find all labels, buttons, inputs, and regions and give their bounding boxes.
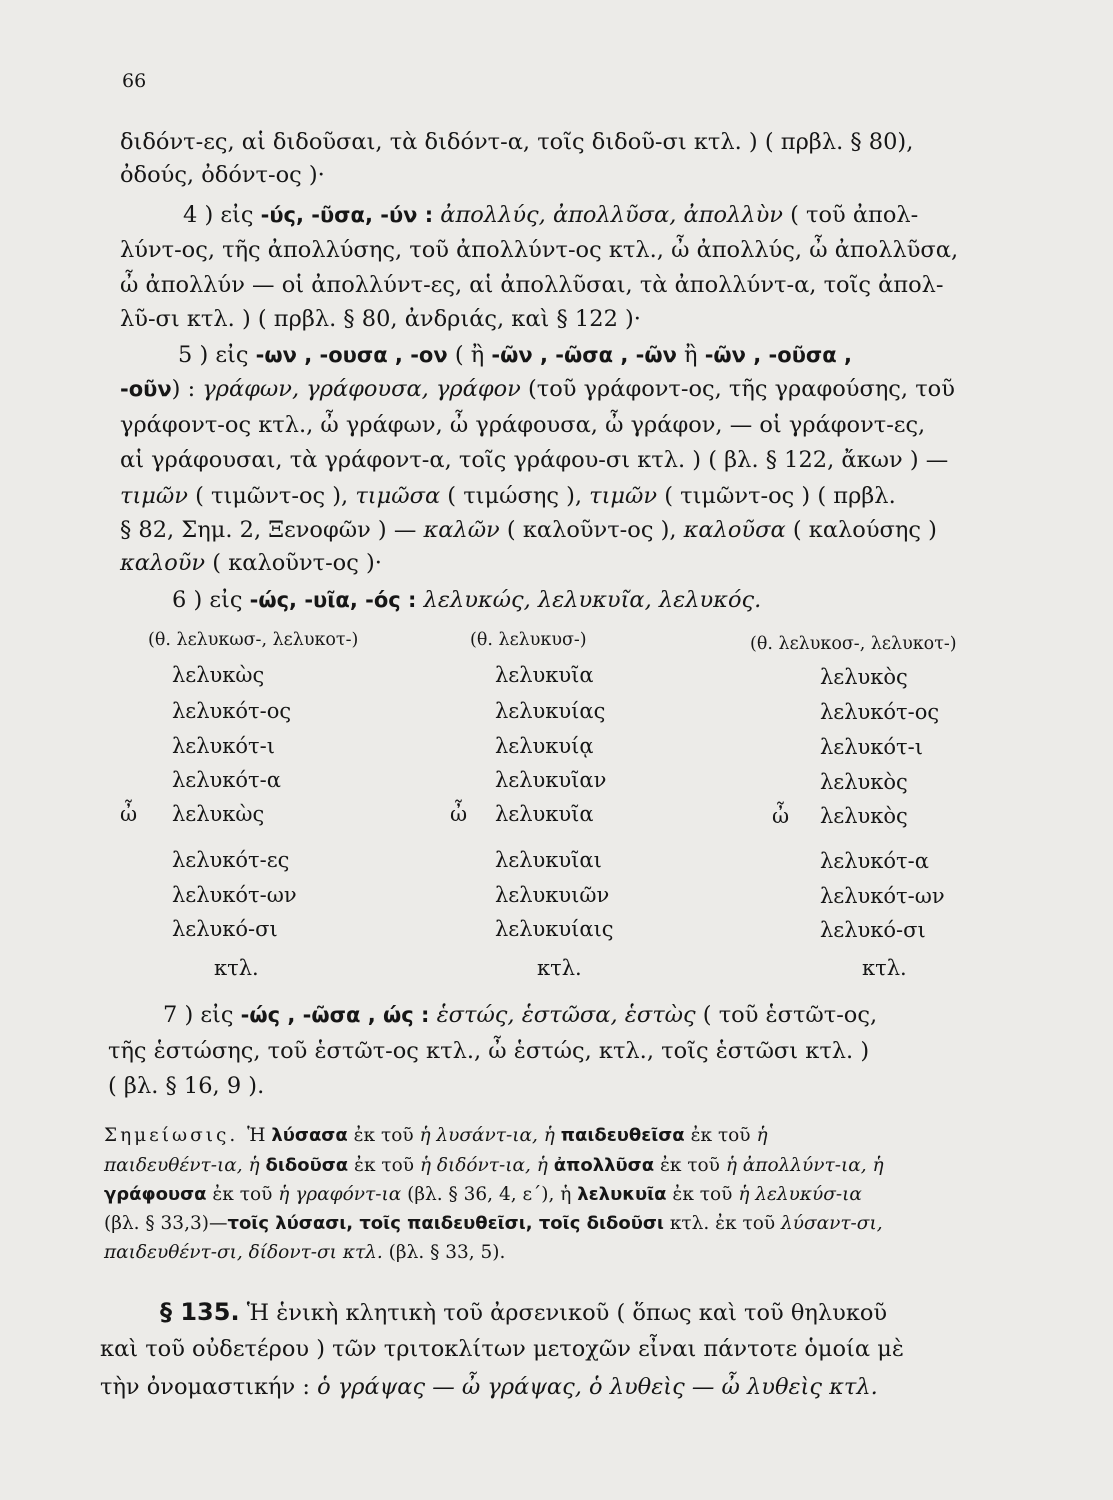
text-line: ὦ ἀπολλύν — οἱ ἀπολλύντ-ες, αἱ ἀπολλῦσαι, τὰ ἀπολλύντ-α, τοῖς ἀπολ-	[120, 272, 944, 298]
table-cell: λελυκό-σι	[172, 917, 278, 941]
text-line: αἱ γράφουσαι, τὰ γράφοντ-α, τοῖς γράφου-σι κτλ. ) ( βλ. § 122, ἄκων ) —	[120, 447, 949, 473]
table-col3-head: (θ. λελυκοσ-, λελυκοτ-)	[750, 634, 957, 654]
table-cell: λελυκυῖα	[495, 802, 594, 826]
table-cell: λελυκότ-α	[820, 849, 929, 873]
paragraph-4-line: 4 ) εἰς -ύς, -ῦσα, -ύν : ἀπολλύς, ἀπολλῦσα, ἀπολλὺν ( τοῦ ἀπολ-	[183, 202, 919, 228]
text-line: ὀδούς, ὀδόντ-ος )·	[120, 162, 325, 188]
paragraph-7-line: 7 ) εἰς -ώς , -ῶσα , ώς : ἑστώς, ἑστῶσα, ἑστὼς ( τοῦ ἑστῶτ-ος,	[163, 1002, 878, 1028]
note-line: γράφουσα ἐκ τοῦ ἡ γραφόντ-ια (βλ. § 36, 4, ε΄), ἡ λελυκυῖα ἐκ τοῦ ἡ λελυκύσ-ια	[104, 1184, 862, 1205]
table-cell: λελυκὼς	[172, 802, 265, 826]
paragraph-6-line: 6 ) εἰς -ώς, -υῖα, -ός : λελυκώς, λελυκυῖα, λελυκός.	[172, 587, 762, 613]
table-vocative-particle: ὦ	[450, 802, 468, 826]
section-135-number: § 135.	[160, 1298, 240, 1326]
table-cell: λελυκὸς	[820, 665, 908, 689]
table-cell: λελυκότ-ος	[172, 699, 292, 723]
paragraph-5-line: 5 ) εἰς -ων , -ουσα , -ον ( ἢ -ῶν , -ῶσα , -ῶν ἢ -ῶν , -οῦσα ,	[178, 342, 852, 368]
table-cell: λελυκυῖα	[495, 663, 594, 687]
text-line: § 82, Σημ. 2, Ξενοφῶν ) — καλῶν ( καλοῦντ-ος ), καλοῦσα ( καλούσης )	[120, 517, 937, 543]
page-number: 66	[122, 70, 147, 92]
table-cell: λελυκυῖαν	[495, 768, 607, 792]
table-cell: κτλ.	[862, 956, 907, 980]
text-line: καὶ τοῦ οὐδετέρου ) τῶν τριτοκλίτων μετοχῶν εἶναι πάντοτε ὁμοία μὲ	[100, 1336, 904, 1362]
table-cell: λελυκότ-ι	[820, 735, 923, 759]
text-line: λύντ-ος, τῆς ἀπολλύσης, τοῦ ἀπολλύντ-ος κτλ., ὦ ἀπολλύς, ὦ ἀπολλῦσα,	[120, 237, 959, 263]
text-line: λῦ-σι κτλ. ) ( πρβλ. § 80, ἀνδριάς, καὶ § 122 )·	[120, 306, 641, 332]
note-line: (βλ. § 33,3)—τοῖς λύσασι, τοῖς παιδευθεῖσι, τοῖς διδοῦσι κτλ. ἐκ τοῦ λύσαντ-σι,	[104, 1213, 883, 1234]
table-col2-head: (θ. λελυκυσ-)	[470, 630, 587, 650]
text-line: τιμῶν ( τιμῶντ-ος ), τιμῶσα ( τιμώσης ), τιμῶν ( τιμῶντ-ος ) ( πρβλ.	[120, 483, 896, 509]
table-cell: λελυκυίᾳ	[495, 734, 594, 758]
text-line: διδόντ-ες, αἱ διδοῦσαι, τὰ διδόντ-α, τοῖς διδοῦ-σι κτλ. ) ( πρβλ. § 80),	[120, 129, 914, 155]
table-cell: λελυκυιῶν	[495, 883, 610, 907]
note-line: Σημείωσις. Ἡ λύσασα ἐκ τοῦ ἡ λυσάντ-ια, ἡ παιδευθεῖσα ἐκ τοῦ ἡ	[104, 1125, 768, 1146]
note-line: παιδευθέντ-σι, δίδοντ-σι κτλ. (βλ. § 33, 5).	[104, 1242, 506, 1263]
note-line: παιδευθέντ-ια, ἡ διδοῦσα ἐκ τοῦ ἡ διδόντ-ια, ἡ ἀπολλῦσα ἐκ τοῦ ἡ ἀπολλύντ-ια, ἡ	[104, 1155, 884, 1176]
table-col1-head: (θ. λελυκωσ-, λελυκοτ-)	[148, 630, 359, 650]
text-line: γράφοντ-ος κτλ., ὦ γράφων, ὦ γράφουσα, ὦ γράφον, — οἱ γράφοντ-ες,	[120, 412, 926, 438]
table-cell: λελυκότ-ων	[172, 883, 297, 907]
table-cell: λελυκυίαις	[495, 917, 614, 941]
table-cell: λελυκότ-ι	[172, 734, 275, 758]
table-cell: κτλ.	[214, 956, 259, 980]
table-cell: λελυκότ-ος	[820, 700, 940, 724]
table-vocative-particle: ὦ	[120, 802, 138, 826]
text-line: καλοῦν ( καλοῦντ-ος )·	[120, 550, 382, 576]
table-vocative-particle: ὦ	[772, 804, 790, 828]
text-line: τὴν ὀνομαστικήν : ὁ γράψας — ὦ γράψας, ὁ λυθεὶς — ὦ λυθεὶς κτλ.	[100, 1374, 878, 1400]
table-cell: λελυκὸς	[820, 770, 908, 794]
table-cell: λελυκό-σι	[820, 918, 926, 942]
table-cell: λελυκότ-ων	[820, 884, 945, 908]
text-line: ( βλ. § 16, 9 ).	[108, 1073, 265, 1099]
table-cell: λελυκὼς	[172, 663, 265, 687]
table-cell: λελυκυῖαι	[495, 848, 602, 872]
table-cell: λελυκότ-α	[172, 768, 281, 792]
table-cell: λελυκὸς	[820, 804, 908, 828]
table-cell: λελυκότ-ες	[172, 848, 290, 872]
section-135-line: § 135. Ἡ ἑνικὴ κλητικὴ τοῦ ἀρσενικοῦ ( ὅπως καὶ τοῦ θηλυκοῦ	[160, 1298, 888, 1326]
text-line: -οῦν) : γράφων, γράφουσα, γράφον (τοῦ γράφοντ-ος, τῆς γραφούσης, τοῦ	[120, 376, 955, 402]
table-cell: κτλ.	[537, 956, 582, 980]
table-cell: λελυκυίας	[495, 699, 606, 723]
text-line: τῆς ἑστώσης, τοῦ ἑστῶτ-ος κτλ., ὦ ἑστώς, κτλ., τοῖς ἑστῶσι κτλ. )	[108, 1038, 870, 1064]
